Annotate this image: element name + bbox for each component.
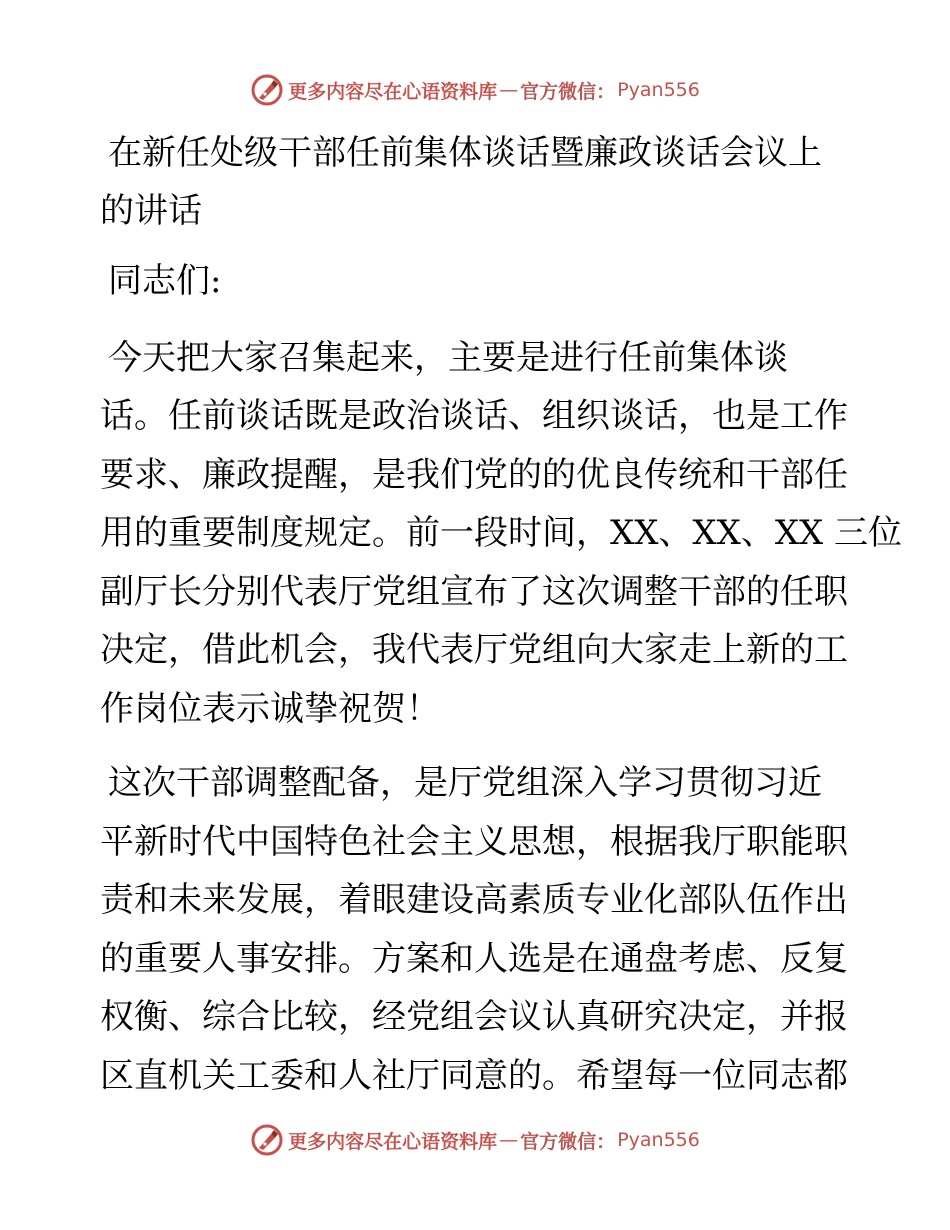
watermark-dash: —	[499, 79, 519, 101]
watermark-wechat-id: Pyan556	[617, 79, 700, 101]
paragraph-line: 要求、廉政提醒，是我们党的的优良传统和干部任	[100, 454, 848, 495]
watermark-brand: 更多内容尽在心语资料库	[288, 1130, 498, 1153]
paragraph-2	[100, 754, 852, 1105]
paragraph-line: 作岗位表示诚挚祝贺！	[100, 688, 440, 729]
greeting	[100, 252, 852, 311]
paragraph-line: 责和未来发展，着眼建设高素质专业化部队伍作出	[100, 880, 848, 920]
pen-nib-circle-icon	[250, 73, 284, 107]
title-line: 在新任处级干部任前集体谈话暨廉政谈话会议上	[108, 133, 822, 173]
document-title	[100, 124, 852, 240]
header-watermark	[0, 70, 950, 110]
paragraph-1	[100, 329, 903, 739]
paragraph-line: 决定，借此机会，我代表厅党组向大家走上新的工	[100, 630, 848, 670]
document-body	[100, 124, 903, 1105]
pen-nib-circle-icon	[250, 1123, 284, 1157]
paragraph-line: 权衡、综合比较，经党组会议认真研究决定，并报	[100, 997, 848, 1037]
paragraph-line: 的重要人事安排。方案和人选是在通盘考虑、反复	[100, 938, 848, 979]
footer-watermark	[0, 1120, 950, 1160]
watermark-wechat-label: 官方微信：	[520, 1130, 616, 1153]
paragraph-line: 话。任前谈话既是政治谈话、组织谈话，也是工作	[100, 396, 848, 436]
paragraph-line: 区直机关工委和人社厅同意的。希望每一位同志都	[100, 1055, 848, 1096]
watermark-wechat-id: Pyan556	[617, 1129, 700, 1151]
watermark-dash: —	[499, 1129, 519, 1151]
watermark-wechat-label: 官方微信：	[520, 80, 616, 103]
paragraph-line: 平新时代中国特色社会主义思想，根据我厅职能职	[100, 821, 848, 862]
paragraph-line: 这次干部调整配备，是厅党组深入学习贯彻习近	[108, 763, 822, 803]
paragraph-line: 副厅长分别代表厅党组宣布了这次调整干部的任职	[100, 571, 848, 612]
paragraph-line: 今天把大家召集起来，主要是进行任前集体谈	[108, 337, 788, 378]
greeting-text: 同志们:	[108, 261, 222, 301]
watermark-brand: 更多内容尽在心语资料库	[288, 80, 498, 103]
title-line: 的讲话	[100, 191, 202, 231]
paragraph-line: 用的重要制度规定。前一段时间，XX、XX、XX 三位	[100, 513, 903, 553]
